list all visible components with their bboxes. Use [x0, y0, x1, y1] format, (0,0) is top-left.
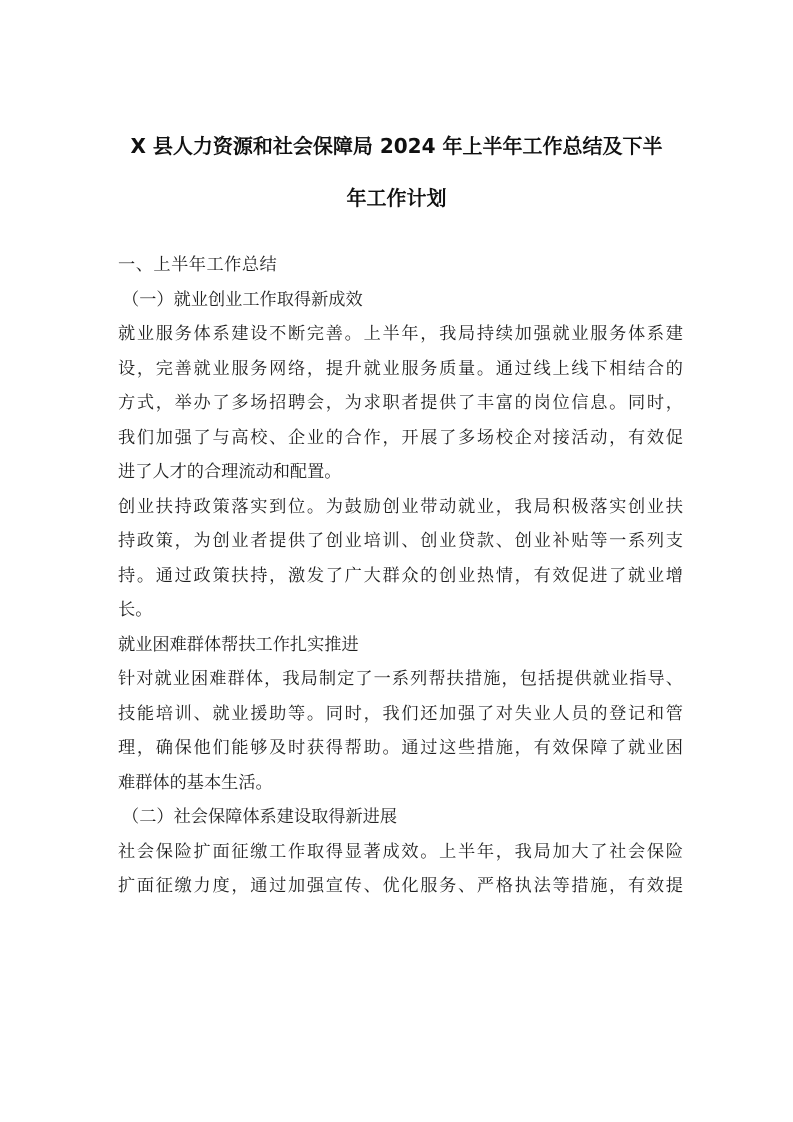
paragraph-line: 就业服务体系建设不断完善。上半年，我局持续加强就业服务体系建 — [118, 324, 683, 344]
paragraph-line: 进了人才的合理流动和配置。 — [118, 462, 342, 482]
paragraph-line: 针对就业困难群体，我局制定了一系列帮扶措施，包括提供就业指导、 — [118, 669, 683, 689]
paragraph-line: 持政策，为创业者提供了创业培训、创业贷款、创业补贴等一系列支 — [118, 531, 683, 551]
paragraph-line: 理，确保他们能够及时获得帮助。通过这些措施，有效保障了就业困 — [118, 738, 683, 758]
paragraph-line: 设，完善就业服务网络，提升就业服务质量。通过线上线下相结合的 — [118, 358, 683, 379]
paragraph-line: 长。 — [118, 600, 153, 620]
paragraph-line: 扩面征缴力度，通过加强宣传、优化服务、严格执法等措施，有效提 — [118, 876, 683, 896]
subsection-heading-1: （一）就业创业工作取得新成效 — [122, 289, 363, 310]
subsection-heading-plain: 就业困难群体帮扶工作扎实推进 — [118, 634, 359, 655]
paragraph-line: 社会保险扩面征缴工作取得显著成效。上半年，我局加大了社会保险 — [118, 841, 683, 862]
paragraph-line: 技能培训、就业援助等。同时，我们还加强了对失业人员的登记和管 — [118, 703, 683, 724]
subsection-heading-2: （二）社会保障体系建设取得新进展 — [122, 807, 398, 827]
paragraph-line: 我们加强了与高校、企业的合作，开展了多场校企对接活动，有效促 — [118, 427, 683, 448]
paragraph-line: 难群体的基本生活。 — [118, 772, 273, 793]
document-title-line-1: X 县人力资源和社会保障局 2024 年上半年工作总结及下半 — [130, 134, 663, 158]
section-heading-1: 一、上半年工作总结 — [118, 255, 278, 275]
paragraph-line: 持。通过政策扶持，激发了广大群众的创业热情，有效促进了就业增 — [118, 565, 683, 586]
document-title-line-2: 年工作计划 — [346, 186, 447, 210]
paragraph-line: 方式，举办了多场招聘会，为求职者提供了丰富的岗位信息。同时， — [118, 393, 683, 413]
paragraph-line: 创业扶持政策落实到位。为鼓励创业带动就业，我局积极落实创业扶 — [118, 496, 683, 517]
document-body — [118, 248, 683, 904]
